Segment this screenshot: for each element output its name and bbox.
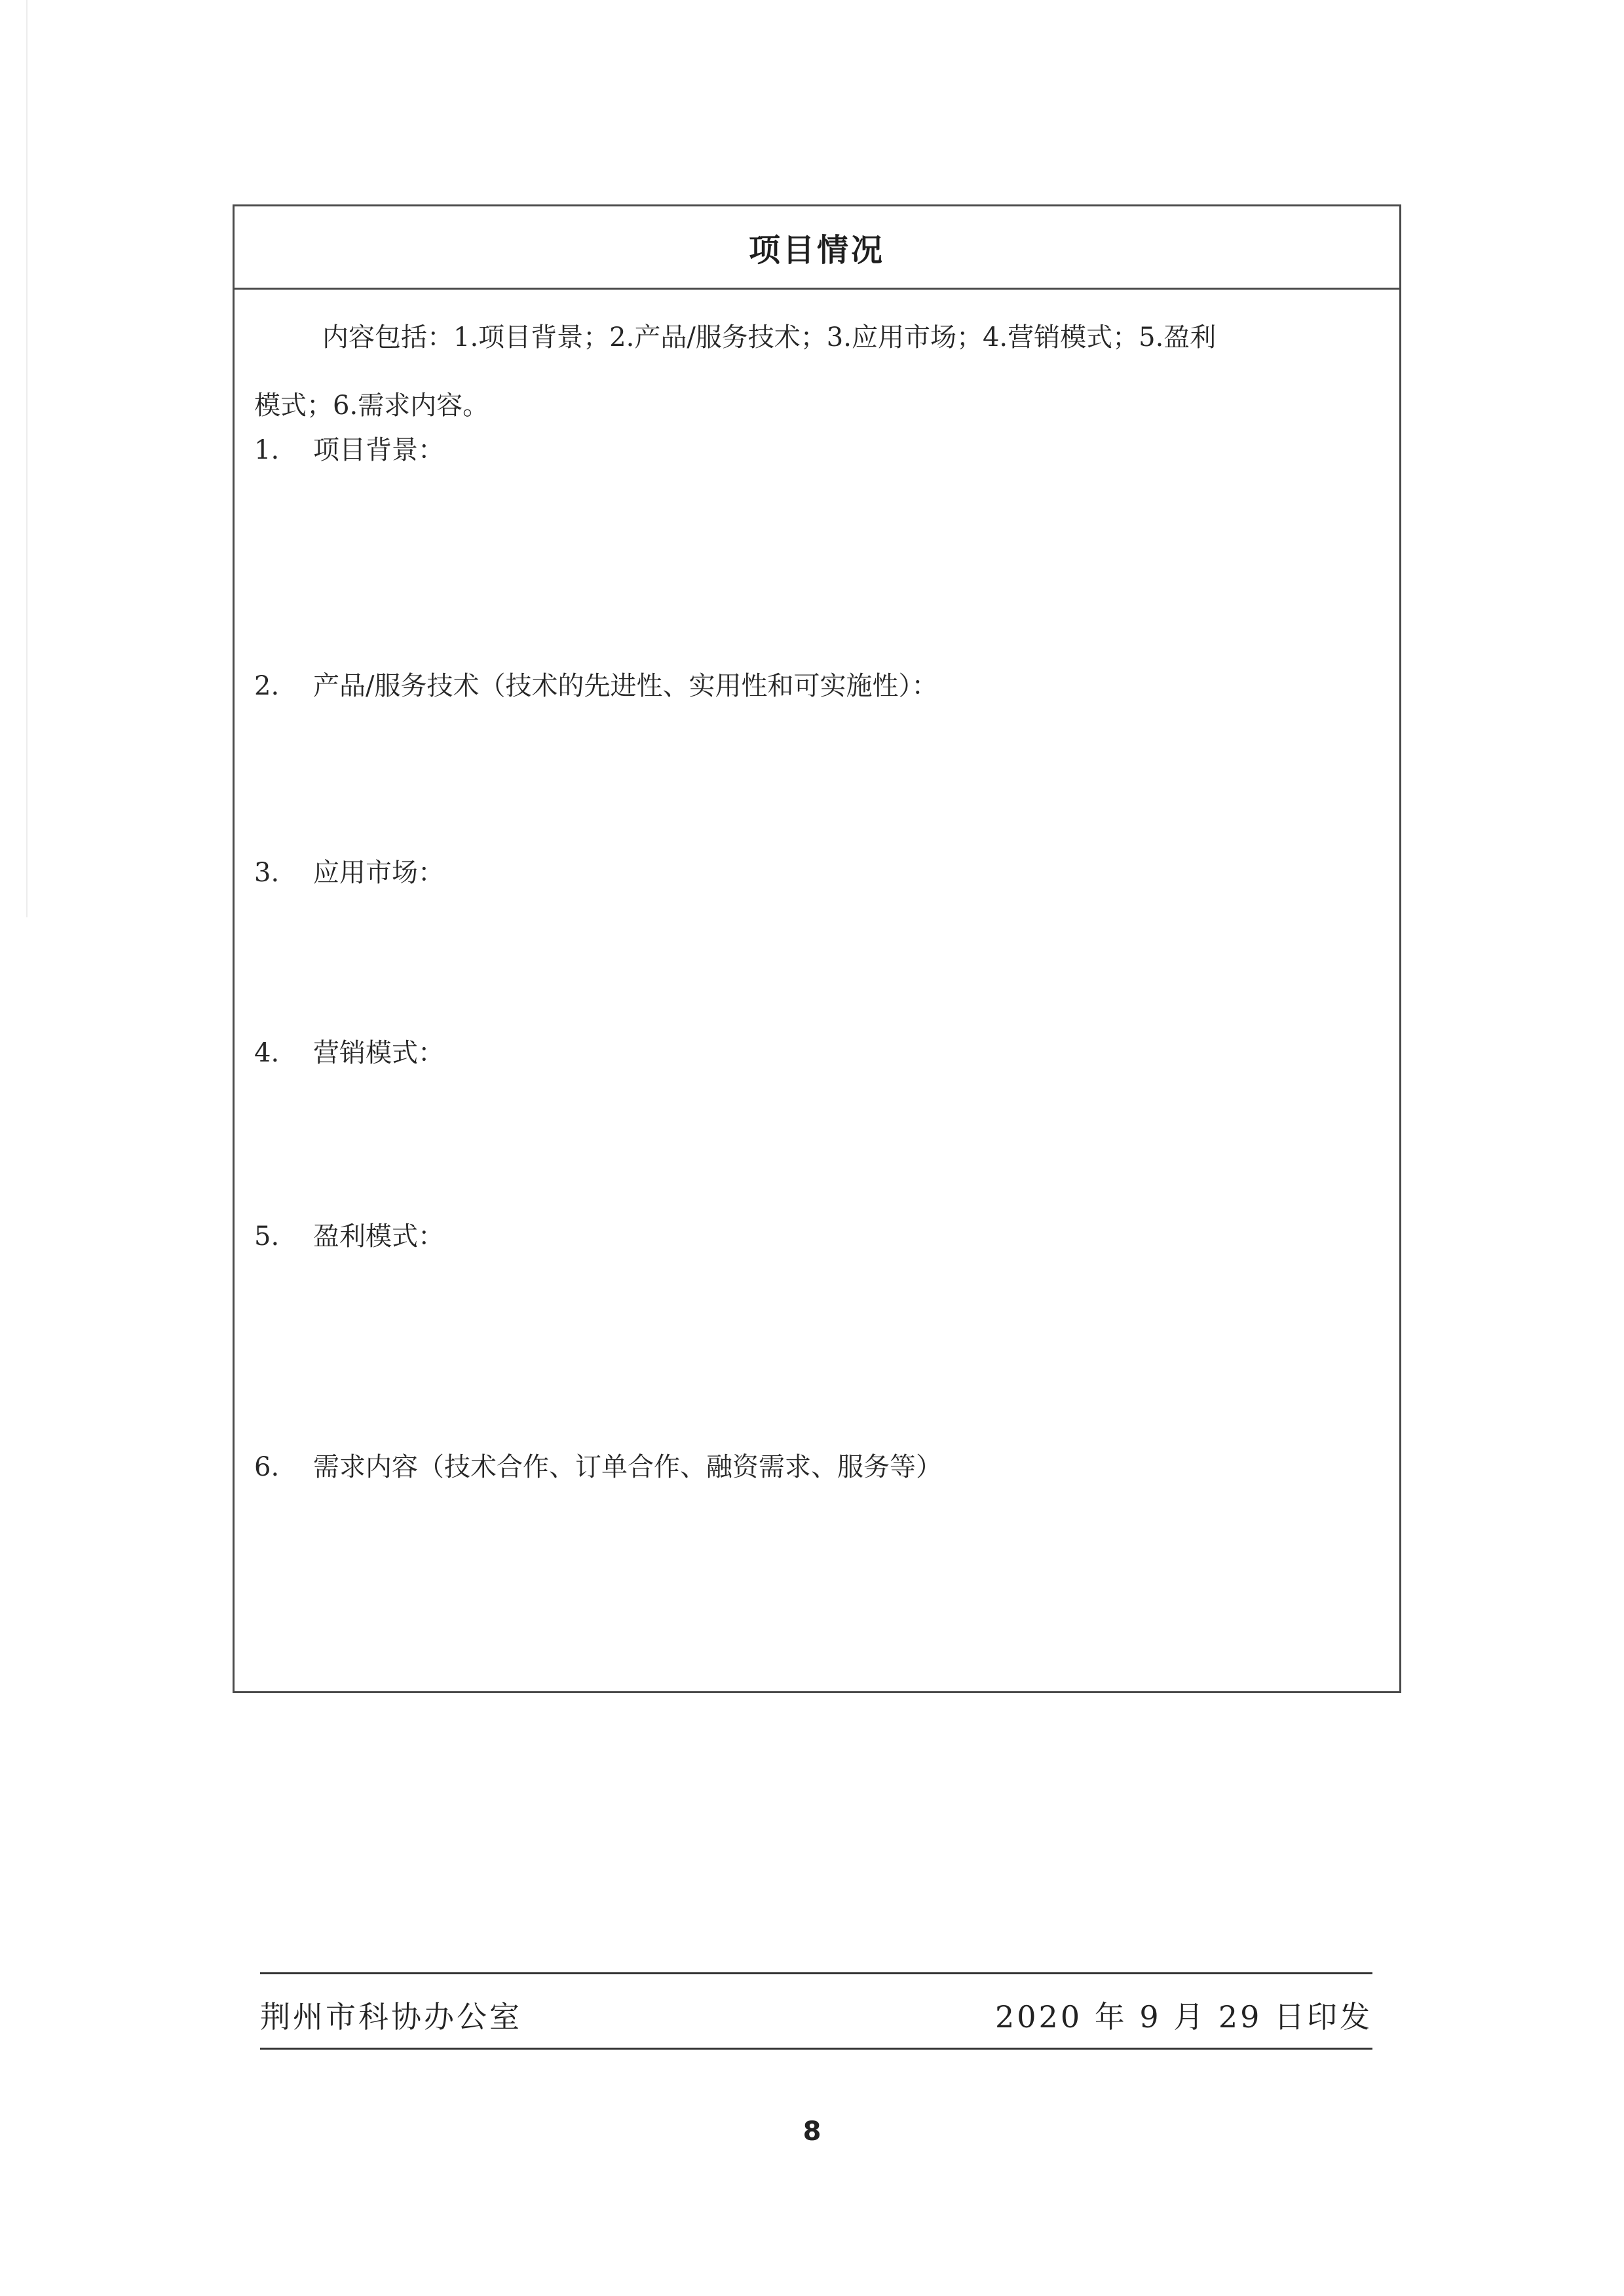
item-product-service-tech xyxy=(254,665,937,702)
footer-issuer: 荆州市科协办公室 xyxy=(260,1999,522,2035)
footer-bottom-rule xyxy=(260,2048,1372,2050)
project-info-table xyxy=(233,204,1401,1693)
intro-line-1: 内容包括：1.项目背景；2.产品/服务技术；3.应用市场；4.营销模式；5.盈利 xyxy=(322,322,1217,353)
item-label: 盈利模式： xyxy=(313,1221,444,1252)
item-project-background xyxy=(254,429,444,467)
item-demand-content xyxy=(254,1446,942,1483)
page-number: 8 xyxy=(803,2116,821,2147)
item-application-market xyxy=(254,852,444,889)
item-label: 需求内容（技术合作、订单合作、融资需求、服务等） xyxy=(313,1452,942,1482)
table-header xyxy=(235,206,1399,290)
item-number: 4. xyxy=(254,1038,280,1068)
item-marketing-model xyxy=(254,1032,444,1069)
item-number: 3. xyxy=(254,858,280,888)
item-number: 5. xyxy=(254,1221,280,1252)
item-label: 产品/服务技术（技术的先进性、实用性和可实施性）： xyxy=(313,671,938,701)
table-title: 项目情况 xyxy=(748,231,885,269)
item-label: 项目背景： xyxy=(313,435,444,465)
item-label: 应用市场： xyxy=(313,858,444,888)
item-number: 6. xyxy=(254,1452,280,1482)
footer-issue-date: 2020 年 9 月 29 日印发 xyxy=(995,1999,1372,2035)
scan-edge-mark xyxy=(26,0,28,917)
item-number: 2. xyxy=(254,671,280,701)
intro-paragraph xyxy=(254,303,1381,440)
intro-line-2: 模式；6.需求内容。 xyxy=(254,391,489,421)
item-number: 1. xyxy=(254,435,280,465)
item-profit-model xyxy=(254,1215,444,1253)
footer-top-rule xyxy=(260,1972,1372,1974)
item-label: 营销模式： xyxy=(313,1038,444,1068)
